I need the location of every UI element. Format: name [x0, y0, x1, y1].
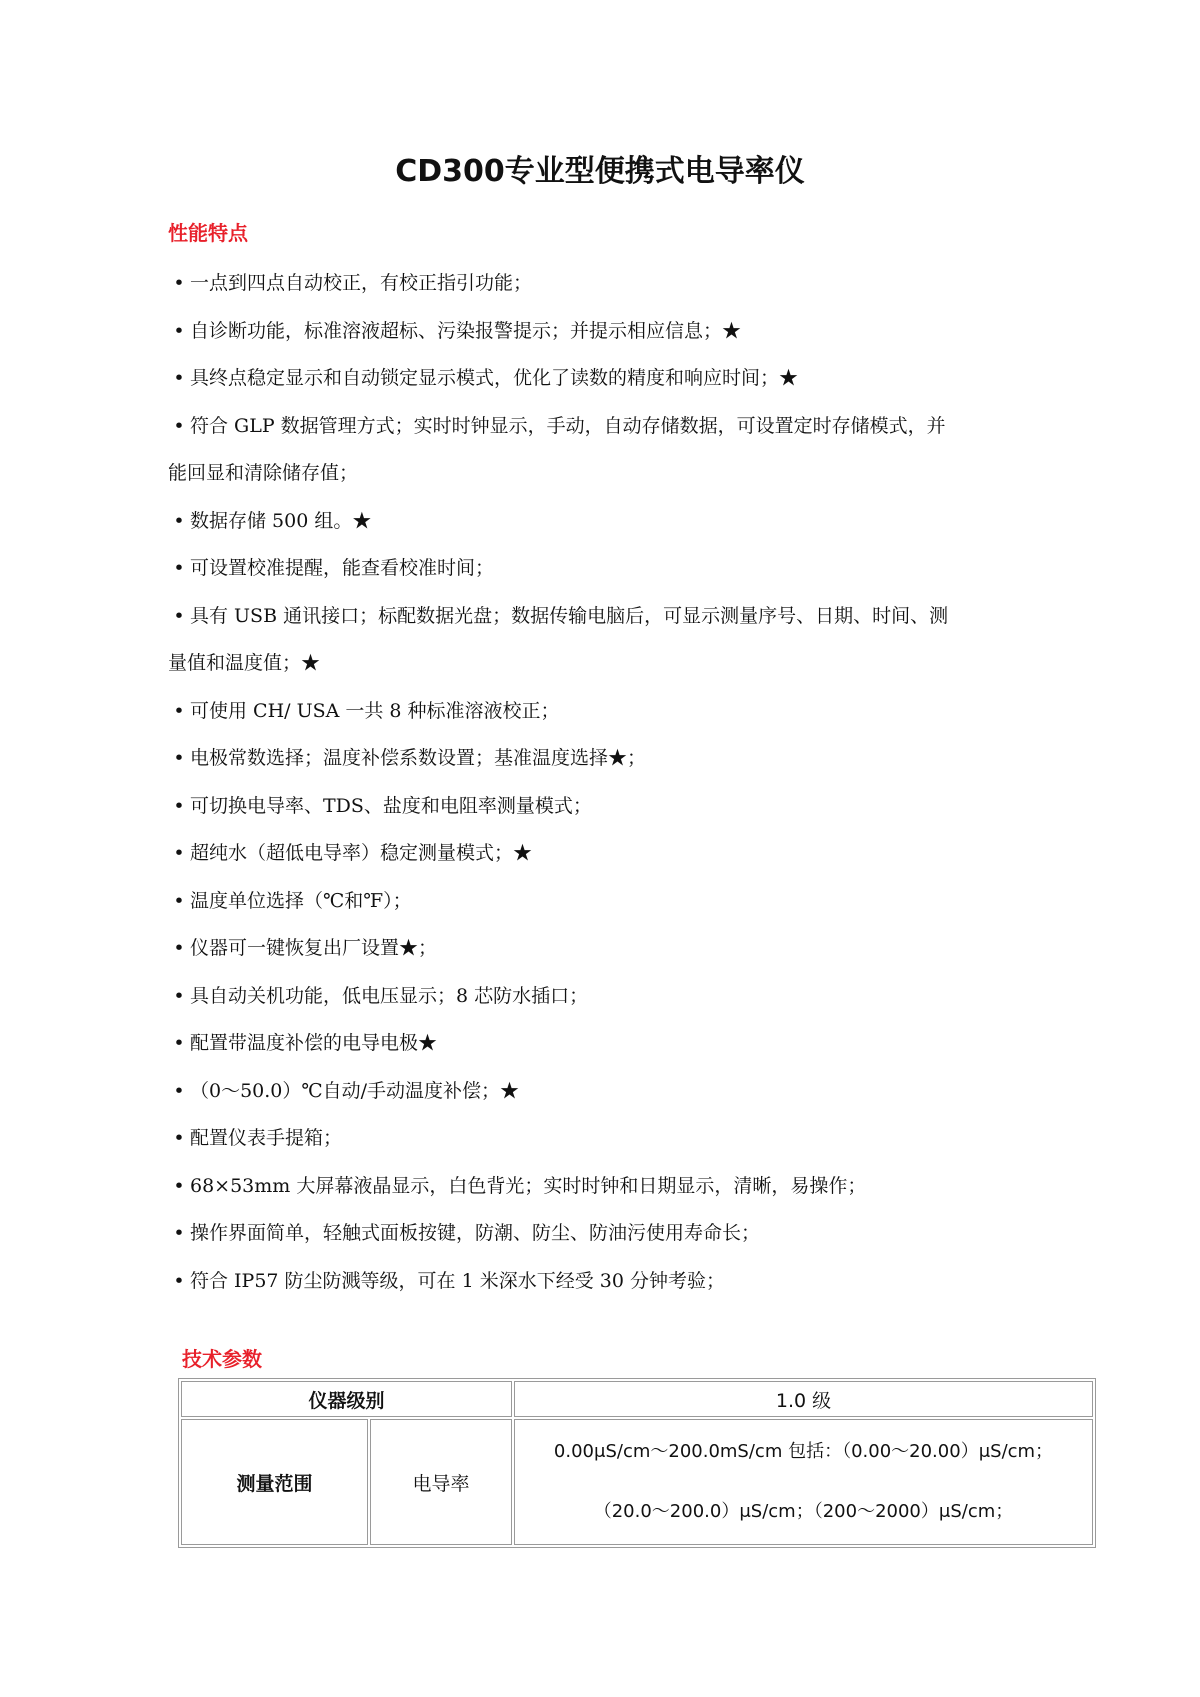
feature-item: [168, 593, 1038, 641]
feature-item: [168, 1068, 1038, 1116]
bullet-icon: •: [173, 604, 185, 627]
feature-item: [168, 403, 1038, 451]
document-title: CD300专业型便携式电导率仪: [395, 154, 805, 189]
feature-text: 可切换电导率、TDS、盐度和电阻率测量模式；: [190, 794, 592, 817]
bullet-icon: •: [173, 557, 185, 579]
bullet-icon: •: [173, 699, 185, 722]
feature-item: [168, 1115, 1038, 1163]
range-value-line-1: 0.00μS/cm～200.0mS/cm 包括：（0.00～20.00）μS/cm；: [553, 1441, 1054, 1462]
bullet-icon: •: [173, 889, 185, 912]
feature-text: 符合 GLP 数据管理方式；实时时钟显示，手动，自动存储数据，可设置定时存储模式，并: [190, 414, 946, 437]
feature-text: 68×53mm 大屏幕液晶显示，白色背光；实时时钟和日期显示，清晰，易操作；: [190, 1174, 867, 1197]
feature-item: [168, 1163, 1038, 1211]
feature-item: [168, 498, 1038, 546]
feature-item: [168, 783, 1038, 831]
feature-item: [168, 735, 1038, 783]
level-value: 1.0 级: [514, 1381, 1093, 1417]
feature-text: 电极常数选择；温度补偿系数设置；基准温度选择★；: [190, 747, 647, 769]
feature-text: 量值和温度值；★: [168, 652, 321, 674]
feature-text: 配置带温度补偿的电导电极★: [190, 1032, 438, 1054]
feature-text: 仪器可一键恢复出厂设置★；: [190, 937, 438, 959]
range-label: 测量范围: [181, 1419, 368, 1545]
bullet-icon: •: [173, 842, 185, 864]
range-value: [514, 1419, 1093, 1545]
bullet-icon: •: [173, 319, 185, 342]
spec-row-level: [181, 1381, 1093, 1417]
feature-text: 具有 USB 通讯接口；标配数据光盘；数据传输电脑后，可显示测量序号、日期、时间、测: [190, 604, 949, 627]
feature-text: 符合 IP57 防尘防溅等级，可在 1 米深水下经受 30 分钟考验；: [190, 1269, 725, 1292]
feature-item: [168, 688, 1038, 736]
bullet-icon: •: [173, 1127, 185, 1149]
feature-text: 配置仪表手提箱；: [190, 1127, 343, 1149]
feature-item: [168, 355, 1038, 403]
bullet-icon: •: [173, 794, 185, 817]
bullet-icon: •: [173, 1269, 185, 1292]
feature-item: [168, 1210, 1038, 1258]
range-parameter: 电导率: [370, 1419, 512, 1545]
bullet-icon: •: [173, 984, 185, 1007]
feature-text: 操作界面简单，轻触式面板按键，防潮、防尘、防油污使用寿命长；: [190, 1222, 761, 1244]
bullet-icon: •: [173, 1032, 185, 1054]
feature-item: [168, 545, 1038, 593]
feature-item: [168, 1258, 1038, 1306]
level-label: 仪器级别: [181, 1381, 512, 1417]
feature-text: 温度单位选择（℃和℉）；: [190, 889, 412, 912]
feature-item: [168, 640, 1038, 688]
bullet-icon: •: [173, 1079, 185, 1102]
spec-table: [178, 1378, 1096, 1548]
feature-item: [168, 260, 1038, 308]
bullet-icon: •: [173, 747, 185, 769]
feature-item: [168, 308, 1038, 356]
spec-row-range: [181, 1419, 1093, 1545]
feature-text: （0～50.0）℃自动/手动温度补偿；★: [190, 1079, 520, 1102]
feature-text: 可设置校准提醒，能查看校准时间；: [190, 557, 495, 579]
specs-heading: 技术参数: [182, 1347, 262, 1371]
bullet-icon: •: [173, 509, 185, 532]
feature-item: [168, 973, 1038, 1021]
feature-item: [168, 450, 1038, 498]
bullet-icon: •: [173, 937, 185, 959]
bullet-icon: •: [173, 1174, 185, 1197]
feature-text: 具终点稳定显示和自动锁定显示模式，优化了读数的精度和响应时间；★: [190, 367, 799, 389]
feature-list: [168, 260, 1038, 1305]
feature-text: 超纯水（超低电导率）稳定测量模式；★: [190, 842, 533, 864]
feature-text: 可使用 CH/ USA 一共 8 种标准溶液校正；: [190, 699, 560, 722]
feature-text: 能回显和清除储存值；: [168, 462, 359, 484]
feature-text: 一点到四点自动校正，有校正指引功能；: [190, 272, 533, 294]
feature-text: 自诊断功能，标准溶液超标、污染报警提示；并提示相应信息；★: [190, 319, 742, 342]
feature-text: 具自动关机功能，低电压显示；8 芯防水插口；: [190, 984, 589, 1007]
feature-item: [168, 830, 1038, 878]
features-heading: 性能特点: [168, 221, 248, 245]
bullet-icon: •: [173, 414, 185, 437]
feature-item: [168, 878, 1038, 926]
feature-text: 数据存储 500 组。★: [190, 509, 372, 532]
bullet-icon: •: [173, 272, 185, 294]
feature-item: [168, 1020, 1038, 1068]
bullet-icon: •: [173, 367, 185, 389]
feature-item: [168, 925, 1038, 973]
bullet-icon: •: [173, 1222, 185, 1244]
range-value-line-2: （20.0～200.0）μS/cm；（200～2000）μS/cm；: [593, 1501, 1014, 1522]
